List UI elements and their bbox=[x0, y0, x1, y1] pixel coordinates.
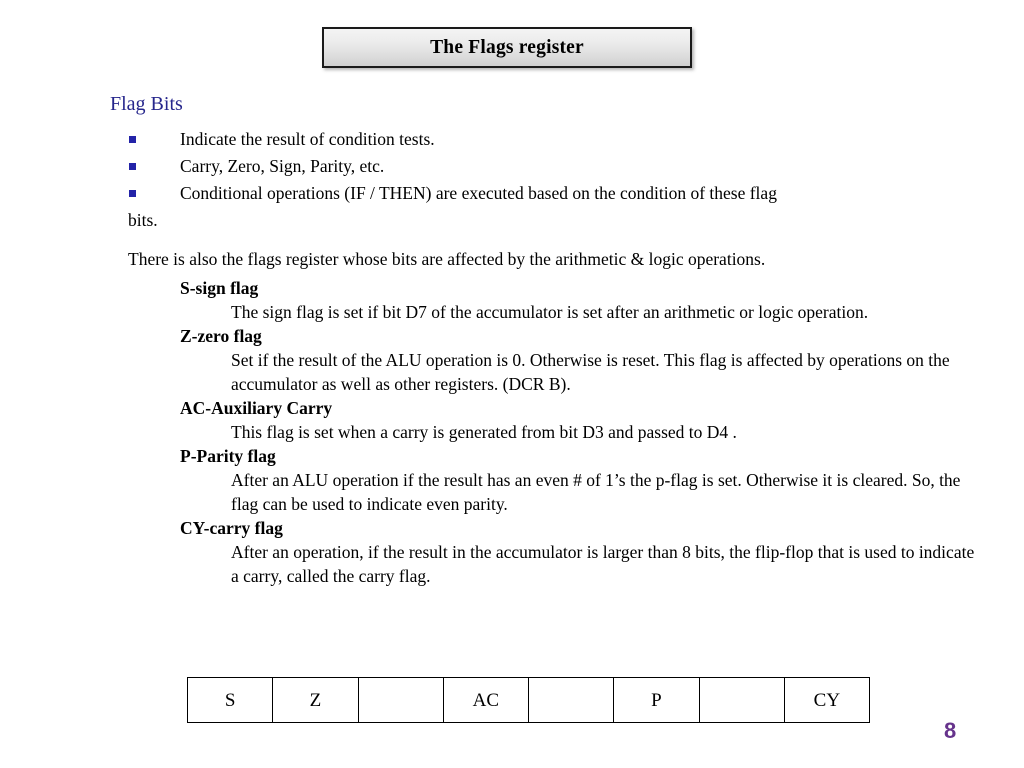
register-cell-7 bbox=[699, 678, 784, 723]
register-cell-3 bbox=[358, 678, 443, 723]
list-item bbox=[128, 180, 988, 234]
list-item-label-line-1: Conditional operations (IF / THEN) are executed based on the condition of these flag bbox=[180, 183, 777, 203]
slide-title: The Flags register bbox=[430, 36, 584, 58]
definition-term-s-sign-flag: S-sign flag bbox=[180, 278, 259, 298]
list-item bbox=[128, 153, 988, 180]
bullet-square-icon bbox=[129, 163, 136, 170]
definition-description-s-sign-flag: The sign flag is set if bit D7 of the accumulator is set after an arithmetic or logic operation. bbox=[231, 302, 869, 322]
register-cell-cy: CY bbox=[784, 678, 869, 723]
definition-description-p-parity-flag: After an ALU operation if the result has an even # of 1’s the p-flag is set. Otherwise it is cleared. So, the flag can be used to indicate even parity. bbox=[231, 470, 961, 514]
list-item bbox=[128, 126, 988, 153]
definition-term-p-parity-flag: P-Parity flag bbox=[180, 446, 276, 466]
definition-term-ac-auxiliary-carry: AC-Auxiliary Carry bbox=[180, 398, 333, 418]
register-cell-5 bbox=[529, 678, 614, 723]
list-item-label: Carry, Zero, Sign, Parity, etc. bbox=[180, 156, 385, 176]
table-row bbox=[188, 678, 870, 723]
page-number: 8 bbox=[944, 718, 957, 743]
flag-definitions-list bbox=[180, 276, 1000, 588]
section-heading-flag-bits: Flag Bits bbox=[110, 93, 183, 115]
register-cell-s: S bbox=[188, 678, 273, 723]
definition-term-cy-carry-flag: CY-carry flag bbox=[180, 518, 283, 538]
register-cell-z: Z bbox=[273, 678, 358, 723]
definition-description-ac-auxiliary-carry: This flag is set when a carry is generated from bit D3 and passed to D4 . bbox=[231, 422, 737, 442]
register-cell-p: P bbox=[614, 678, 699, 723]
list-item-label-line-2: bits. bbox=[128, 210, 158, 230]
intro-paragraph: There is also the flags register whose bits are affected by the arithmetic & logic operations. bbox=[128, 249, 766, 269]
list-item-label: Indicate the result of condition tests. bbox=[180, 129, 435, 149]
bullet-square-icon bbox=[129, 136, 136, 143]
bullet-square-icon bbox=[129, 190, 136, 197]
definition-term-z-zero-flag: Z-zero flag bbox=[180, 326, 262, 346]
definition-description-z-zero-flag: Set if the result of the ALU operation is 0. Otherwise is reset. This flag is affected by operations on the accumulator as well as other registers. (DCR B). bbox=[231, 350, 950, 394]
flag-bits-bullet-list bbox=[128, 126, 988, 234]
flags-register-table bbox=[187, 677, 870, 723]
slide-title-box bbox=[322, 27, 692, 68]
definition-description-cy-carry-flag: After an operation, if the result in the accumulator is larger than 8 bits, the flip-flop that is used to indicate a carry, called the carry flag. bbox=[231, 542, 975, 586]
register-cell-ac: AC bbox=[443, 678, 528, 723]
